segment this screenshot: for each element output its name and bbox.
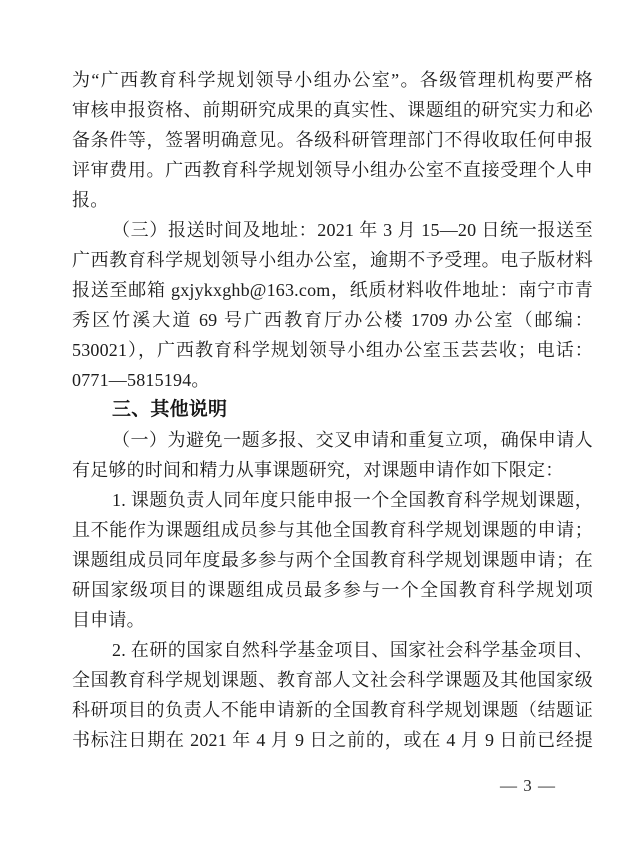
text-line: 为“广西教育科学规划领导小组办公室”。各级管理机构要严格 <box>72 70 593 90</box>
text-line: 全国教育科学规划课题、教育部人文社会科学课题及其他国家级 <box>72 670 593 690</box>
text-line: 备条件等，签署明确意见。各级科研管理部门不得收取任何申报 <box>72 130 593 150</box>
document-body <box>72 65 593 755</box>
text-line: 研国家级项目的课题组成员最多参与一个全国教育科学规划项 <box>72 580 593 600</box>
text-line: 0771—5815194。 <box>72 370 210 390</box>
text-line: 书标注日期在 2021 年 4 月 9 日之前的，或在 4 月 9 日前已经提 <box>72 730 593 750</box>
text-line: 有足够的时间和精力从事课题研究，对课题申请作如下限定： <box>72 460 564 480</box>
text-line: 530021），广西教育科学规划领导小组办公室玉芸芸收；电话： <box>72 340 593 360</box>
text-line: 报送至邮箱 gxjykxghb@163.com，纸质材料收件地址：南宁市青 <box>72 280 593 300</box>
text-line: 秀区竹溪大道 69 号广西教育厅办公楼 1709 办公室（邮编： <box>72 310 593 330</box>
text-line: 2. 在研的国家自然科学基金项目、国家社会科学基金项目、 <box>112 640 593 660</box>
text-line: 课题组成员同年度最多参与两个全国教育科学规划课题申请；在 <box>72 550 593 570</box>
text-line: 报。 <box>72 190 109 210</box>
text-line: 1. 课题负责人同年度只能申报一个全国教育科学规划课题， <box>112 490 593 510</box>
text-line: 且不能作为课题组成员参与其他全国教育科学规划课题的申请； <box>72 520 593 540</box>
text-line: 评审费用。广西教育科学规划领导小组办公室不直接受理个人申 <box>72 160 593 180</box>
text-line: 审核申报资格、前期研究成果的真实性、课题组的研究实力和必 <box>72 100 593 120</box>
text-line: 目申请。 <box>72 610 145 630</box>
text-line: （三）报送时间及地址：2021 年 3 月 15—20 日统一报送至 <box>112 220 593 240</box>
text-line: 科研项目的负责人不能申请新的全国教育科学规划课题（结题证 <box>72 700 593 720</box>
page-number: — 3 — <box>500 776 556 795</box>
text-line: 广西教育科学规划领导小组办公室，逾期不予受理。电子版材料 <box>72 250 593 270</box>
section-heading: 三、其他说明 <box>112 399 228 420</box>
text-line: （一）为避免一题多报、交叉申请和重复立项，确保申请人 <box>112 430 593 450</box>
